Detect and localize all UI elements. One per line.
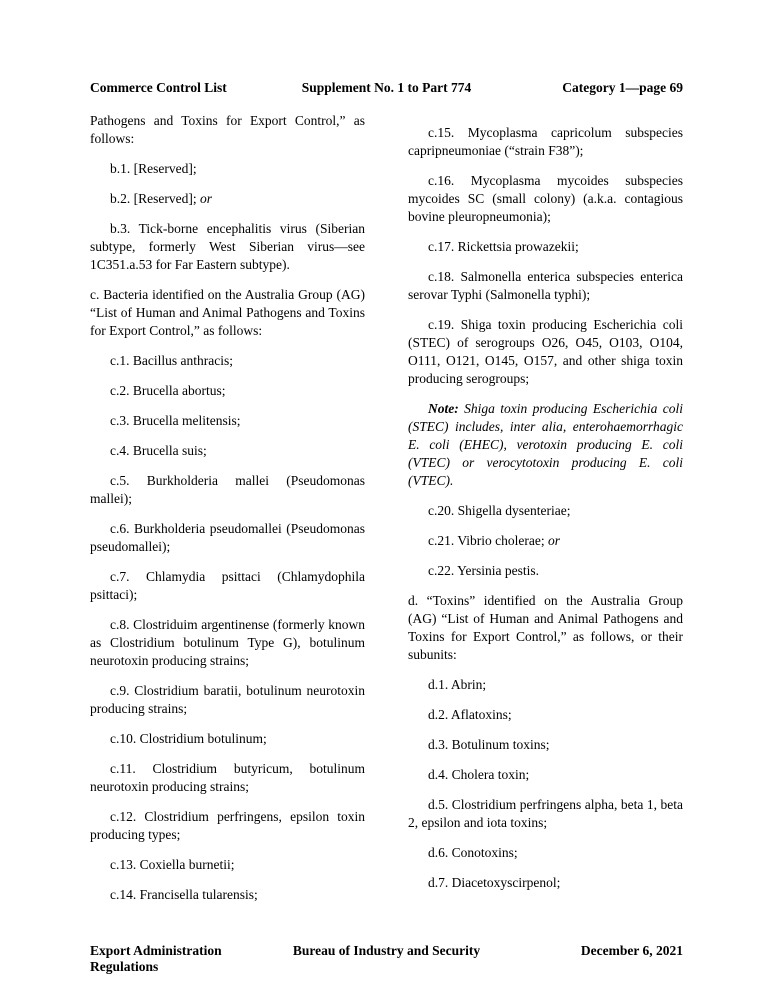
text-run: c.6. Burkholderia pseudomallei (Pseudomonas pseudomallei);: [90, 521, 365, 554]
text-run: b.2. [Reserved];: [110, 191, 200, 206]
text-run: c.18. Salmonella enterica subspecies enterica serovar Typhi (Salmonella typhi);: [408, 269, 683, 302]
paragraph: [90, 112, 365, 148]
text-run: d.5. Clostridium perfringens alpha, beta 1, beta 2, epsilon and iota toxins;: [408, 797, 683, 830]
paragraph: [408, 736, 683, 754]
paragraph: [408, 268, 683, 304]
text-run: c.5. Burkholderia mallei (Pseudomonas mallei);: [90, 473, 365, 506]
text-run: c. Bacteria identified on the Australia Group (AG) “List of Human and Animal Pathogens and Toxins for Export Control,” as follows:: [90, 287, 365, 338]
paragraph: [90, 160, 365, 178]
text-run: d.2. Aflatoxins;: [428, 707, 512, 722]
text-run: Pathogens and Toxins for Export Control,” as follows:: [90, 113, 365, 146]
text-run: c.3. Brucella melitensis;: [110, 413, 241, 428]
paragraph: [408, 124, 683, 160]
paragraph: [90, 352, 365, 370]
paragraph: [90, 220, 365, 274]
text-run: Note:: [428, 401, 459, 416]
paragraph: [408, 532, 683, 550]
paragraph: [90, 616, 365, 670]
text-run: d.4. Cholera toxin;: [428, 767, 530, 782]
paragraph: [408, 238, 683, 256]
paragraph: [408, 706, 683, 724]
text-run: c.21. Vibrio cholerae;: [428, 533, 549, 548]
page-footer: [90, 943, 683, 975]
footer-regulations: Export Administration Regulations: [90, 943, 222, 974]
text-run: c.20. Shigella dysenteriae;: [428, 503, 571, 518]
text-run: c.2. Brucella abortus;: [110, 383, 226, 398]
left-column: [90, 112, 365, 904]
paragraph: [90, 856, 365, 874]
text-run: c.7. Chlamydia psittaci (Chlamydophila psittaci);: [90, 569, 365, 602]
document-body: [90, 112, 683, 904]
footer-bureau: Bureau of Industry and Security: [292, 943, 481, 958]
paragraph: [408, 844, 683, 862]
paragraph: [408, 400, 683, 490]
paragraph: [90, 442, 365, 460]
paragraph: [90, 808, 365, 844]
text-run: c.9. Clostridium baratii, botulinum neurotoxin producing strains;: [90, 683, 365, 716]
paragraph: [408, 592, 683, 664]
paragraph: [90, 472, 365, 508]
text-run: c.1. Bacillus anthracis;: [110, 353, 233, 368]
text-run: c.17. Rickettsia prowazekii;: [428, 239, 579, 254]
text-run: Shiga toxin producing Escherichia coli (STEC) includes, inter alia, enterohaemorrhagic E. coli (EHEC), verotoxin producing E. coli (VTEC) or verocytotoxin producing E. coli (VTEC).: [408, 401, 683, 488]
header-title: Commerce Control List: [90, 80, 227, 95]
text-run: b.3. Tick-borne encephalitis virus (Siberian subtype, formerly West Siberian virus—see 1C351.a.53 for Far Eastern subtype).: [90, 221, 365, 272]
text-run: c.14. Francisella tularensis;: [110, 887, 258, 902]
text-run: c.4. Brucella suis;: [110, 443, 207, 458]
paragraph: [90, 730, 365, 748]
text-run: c.22. Yersinia pestis.: [428, 563, 539, 578]
paragraph: [90, 412, 365, 430]
paragraph: [408, 676, 683, 694]
text-run: d. “Toxins” identified on the Australia Group (AG) “List of Human and Animal Pathogens and Toxins for Export Control,” as follows, or their subunits:: [408, 593, 683, 662]
text-run: c.16. Mycoplasma mycoides subspecies mycoides SC (small colony) (a.k.a. contagious bovine pleuropneumonia);: [408, 173, 683, 224]
header-supplement: Supplement No. 1 to Part 774: [301, 80, 472, 95]
paragraph: [90, 382, 365, 400]
page-header: [90, 80, 683, 96]
paragraph: [90, 520, 365, 556]
text-run: d.6. Conotoxins;: [428, 845, 518, 860]
text-run: c.10. Clostridium botulinum;: [110, 731, 267, 746]
paragraph: [408, 502, 683, 520]
text-run: d.1. Abrin;: [428, 677, 487, 692]
text-run: or: [548, 533, 561, 548]
paragraph: [408, 766, 683, 784]
right-column: [408, 112, 683, 904]
paragraph: [90, 190, 365, 208]
paragraph: [90, 568, 365, 604]
paragraph: [408, 874, 683, 892]
paragraph: [408, 316, 683, 388]
paragraph: [90, 286, 365, 340]
text-run: c.13. Coxiella burnetii;: [110, 857, 235, 872]
text-run: or: [199, 191, 212, 206]
text-run: c.15. Mycoplasma capricolum subspecies capripneumoniae (“strain F38”);: [408, 125, 683, 158]
footer-date: December 6, 2021: [580, 943, 683, 958]
header-page-number: Category 1—page 69: [562, 80, 683, 95]
paragraph: [90, 886, 365, 904]
paragraph: [408, 172, 683, 226]
text-run: c.19. Shiga toxin producing Escherichia coli (STEC) of serogroups O26, O45, O103, O104, O111, O121, O145, O157, and other shiga toxin producing serogroups;: [408, 317, 683, 386]
paragraph: [90, 682, 365, 718]
text-run: b.1. [Reserved];: [110, 161, 197, 176]
text-run: c.8. Clostriduim argentinense (formerly known as Clostridium botulinum Type G), botulinum neurotoxin producing strains;: [90, 617, 365, 668]
text-run: d.7. Diacetoxyscirpenol;: [428, 875, 561, 890]
text-run: c.11. Clostridium butyricum, botulinum neurotoxin producing strains;: [90, 761, 365, 794]
paragraph: [90, 760, 365, 796]
paragraph: [408, 796, 683, 832]
text-run: d.3. Botulinum toxins;: [428, 737, 550, 752]
paragraph: [408, 562, 683, 580]
text-run: c.12. Clostridium perfringens, epsilon toxin producing types;: [90, 809, 365, 842]
